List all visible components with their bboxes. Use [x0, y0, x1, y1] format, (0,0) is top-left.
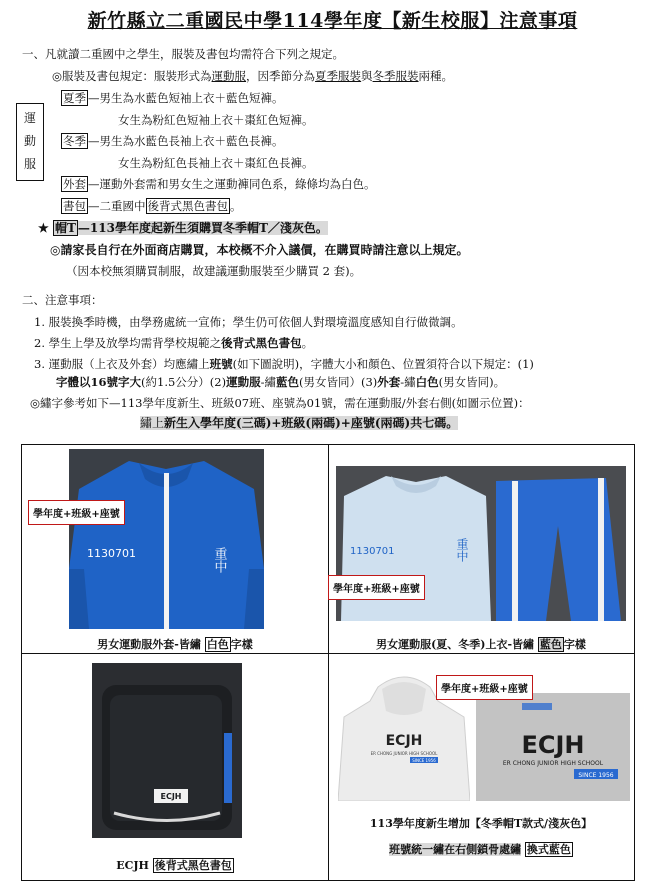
hoodie-rule: ★ 帽T —113學年度起新生須購買冬季帽T／淺灰色。 — [38, 221, 328, 235]
embroidery-format: 繡上新生入學年度(三碼)+班級(兩碼)+座號(兩碼)共七碼。 — [140, 416, 459, 430]
uniform-rule: ◎服裝及書包規定：服裝形式為運動服，因季節分為夏季服裝與冬季服裝兩種。 — [52, 69, 454, 83]
jacket-chest-mark: 重中 — [211, 547, 227, 573]
bag-rule: 書包 —二重國中 後背式黑色書包 。 — [63, 199, 242, 213]
hoodie-caption-2: 班號統一繡在右側鎖骨處繡 換式藍色 — [389, 843, 571, 856]
backpack-photo — [92, 663, 242, 838]
hoodie-since: SINCE 1956 — [412, 758, 436, 763]
shirt-number: 1130701 — [350, 546, 395, 557]
hoodie-closeup-photo — [476, 693, 630, 801]
closeup-since: SINCE 1956 — [578, 772, 614, 779]
closeup-logo-sub: ER CHONG JUNIOR HIGH SCHOOL — [502, 760, 604, 767]
shirt-caption: 男女運動服(夏、冬季)上衣-皆繡 藍色 字樣 — [376, 638, 586, 651]
grid-divider-horizontal — [22, 653, 634, 654]
shirt-position-tag: 學年度+班級+座號 — [328, 575, 425, 600]
hoodie-logo-sub: ER CHONG JUNIOR HIGH SCHOOL — [370, 751, 438, 756]
page-title: 新竹縣立二重國民中學114學年度【新生校服】注意事項 — [87, 10, 578, 32]
photo-grid — [21, 444, 635, 881]
section1-heading: 一、凡就讀二重國中之學生，服裝及書包均需符合下列之規定。 — [22, 47, 344, 61]
embroidery-example: ◎繡字參考如下—113學年度新生、班級07班、座號為01號，需在運動服/外套右側(如圖示位置)： — [30, 396, 530, 410]
backpack-logo: ECJH — [160, 792, 182, 801]
purchase-note: （因本校無須購買制服，故建議運動服裝至少購買 2 套)。 — [66, 264, 362, 278]
closeup-logo: ECJH — [521, 731, 585, 759]
hoodie-logo: ECJH — [385, 733, 423, 749]
summer-boy-rule: 夏季 —男生為水藍色短袖上衣＋藍色短褲。 — [63, 91, 284, 105]
note-item-2: 2. 學生上學及放學均需背學校規範之後背式黑色書包。 — [34, 336, 314, 350]
backpack-caption: ECJH 後背式黑色書包 — [116, 859, 232, 872]
jacket-rule: 外套 —運動外套需和男女生之運動褲同色系，綠條均為白色。 — [63, 177, 376, 191]
star-icon: ★ — [38, 221, 49, 235]
sportswear-side-label: 運 動 服 — [16, 103, 44, 181]
winter-girl-rule: 女生為粉紅色長袖上衣＋棗紅色長褲。 — [118, 156, 314, 170]
shirt-chest-mark: 重中 — [455, 538, 469, 562]
section2-heading: 二、注意事項： — [22, 293, 103, 307]
jacket-number: 1130701 — [87, 547, 136, 560]
note-item-3: 3. 運動服（上衣及外套）均應繡上班號(如下圖說明)，字體大小和顏色、位置須符合以下規定：(1) — [34, 357, 534, 371]
jacket-caption: 男女運動服外套-皆繡 白色 字樣 — [97, 638, 253, 651]
parent-notice: ◎請家長自行在外面商店購買，本校概不介入議價，在購買時請注意以上規定。 — [50, 243, 469, 257]
winter-boy-rule: 冬季 —男生為水藍色長袖上衣＋藍色長褲。 — [63, 134, 284, 148]
note-item-1: 1. 服裝換季時機，由學務處統一宣佈；學生仍可依個人對環境溫度感知自行做微調。 — [34, 315, 463, 329]
hoodie-caption-1: 113學年度新生增加【冬季帽T款式/淺灰色】 — [369, 817, 593, 830]
hoodie-position-tag: 學年度+班級+座號 — [436, 675, 533, 700]
jacket-photo — [69, 449, 264, 629]
jacket-position-tag: 學年度+班級+座號 — [28, 500, 125, 525]
summer-girl-rule: 女生為粉紅色短袖上衣＋棗紅色短褲。 — [118, 113, 314, 127]
note-item-3-cont: 字體以16號字大(約1.5公分）(2)運動服-繡藍色(男女皆同）(3)外套-繡白色(男女皆同)。 — [56, 375, 506, 389]
